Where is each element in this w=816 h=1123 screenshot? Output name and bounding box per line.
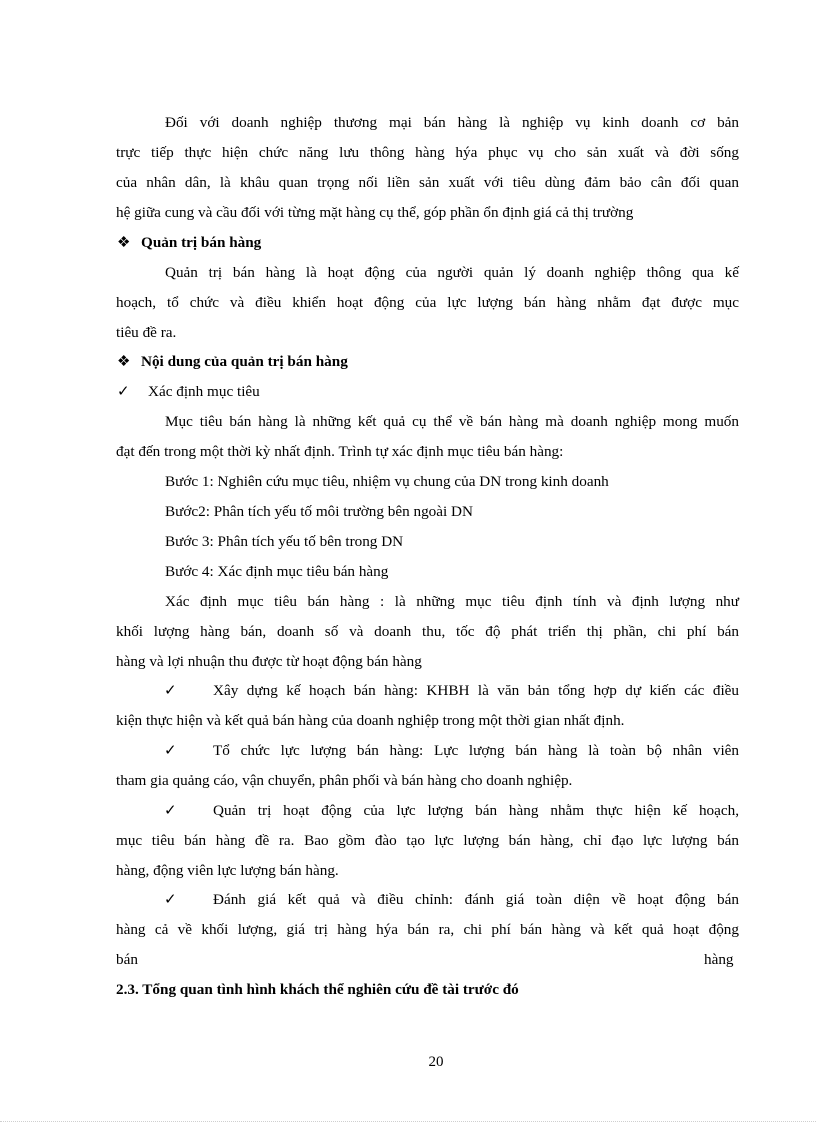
- heading-noi-dung: Nội dung của quản trị bán hàng: [141, 353, 348, 370]
- heading-quan-tri-ban-hang: Quản trị bán hàng: [141, 234, 262, 251]
- diamond-bullet-icon: ❖: [117, 353, 131, 370]
- para1-line3: của nhân dân, là khâu quan trọng nối liền sản xuất với tiêu dùng đảm bảo cân đối quan: [116, 174, 739, 191]
- check-bullet-icon: ✓: [164, 891, 177, 908]
- para3-line2: đạt đến trong một thời kỳ nhất định. Trình tự xác định mục tiêu bán hàng:: [116, 443, 564, 460]
- para1-line1: Đối với doanh nghiệp thương mại bán hàng là nghiệp vụ kinh doanh cơ bản: [165, 114, 739, 131]
- step-1: Bước 1: Nghiên cứu mục tiêu, nhiệm vụ chung của DN trong kinh doanh: [165, 473, 609, 490]
- para3-line1: Mục tiêu bán hàng là những kết quả cụ thể về bán hàng mà doanh nghiệp mong muốn: [165, 413, 739, 430]
- item2-line2: tham gia quảng cáo, vận chuyển, phân phối và bán hàng cho doanh nghiệp.: [116, 772, 573, 789]
- para2-line3: tiêu đề ra.: [116, 324, 177, 341]
- item1-line1: Xây dựng kế hoạch bán hàng: KHBH là văn bản tổng hợp dự kiến các điều: [213, 682, 739, 699]
- item4-line1: Đánh giá kết quả và điều chỉnh: đánh giá toàn diện về hoạt động bán: [213, 891, 739, 908]
- item4-line2: hàng cả về khối lượng, giá trị hàng hýa bán ra, chi phí bán hàng và kết quả hoạt động: [116, 921, 739, 938]
- page-bottom-divider: [0, 1121, 816, 1122]
- check-bullet-icon: ✓: [164, 682, 177, 699]
- para1-line4: hệ giữa cung và cầu đối với từng mặt hàng cụ thể, góp phần ổn định giá cả thị trường: [116, 204, 634, 221]
- item2-line1: Tổ chức lực lượng bán hàng: Lực lượng bán hàng là toàn bộ nhân viên: [213, 742, 739, 759]
- para4-line1: Xác định mục tiêu bán hàng : là những mục tiêu định tính và định lượng như: [165, 593, 739, 610]
- para2-line2: hoạch, tổ chức và điều khiển hoạt động của lực lượng bán hàng nhằm đạt được mục: [116, 294, 739, 311]
- check-bullet-icon: ✓: [164, 742, 177, 759]
- item4-line3-start: bán: [116, 951, 138, 968]
- item3-line1: Quản trị hoạt động của lực lượng bán hàng nhằm thực hiện kế hoạch,: [213, 802, 739, 819]
- sub-xac-dinh-muc-tieu: Xác định mục tiêu: [148, 383, 260, 400]
- section-heading-2-3: 2.3. Tổng quan tình hình khách thể nghiên cứu đề tài trước đó: [116, 981, 519, 998]
- para1-line2: trực tiếp thực hiện chức năng lưu thông hàng hýa phục vụ cho sản xuất và đời sống: [116, 144, 739, 161]
- step-4: Bước 4: Xác định mục tiêu bán hàng: [165, 563, 389, 580]
- item4-line3-end: hàng: [704, 951, 734, 968]
- step-2: Bước2: Phân tích yếu tố môi trường bên ngoài DN: [165, 503, 473, 520]
- item3-line2: mục tiêu bán hàng đề ra. Bao gồm đào tạo lực lượng bán hàng, chỉ đạo lực lượng bán: [116, 832, 739, 849]
- step-3: Bước 3: Phân tích yếu tố bên trong DN: [165, 533, 404, 550]
- item3-line3: hàng, động viên lực lượng bán hàng.: [116, 862, 339, 879]
- para2-line1: Quản trị bán hàng là hoạt động của người quản lý doanh nghiệp thông qua kế: [165, 264, 739, 281]
- item1-line2: kiện thực hiện và kết quả bán hàng của doanh nghiệp trong một thời gian nhất định.: [116, 712, 625, 729]
- check-bullet-icon: ✓: [164, 802, 177, 819]
- para4-line3: hàng và lợi nhuận thu được từ hoạt động bán hàng: [116, 653, 422, 670]
- page-number: 20: [428, 1054, 444, 1070]
- para4-line2: khối lượng hàng bán, doanh số và doanh thu, tốc độ phát triển thị phần, chi phí bán: [116, 623, 739, 640]
- diamond-bullet-icon: ❖: [117, 234, 131, 251]
- check-bullet-icon: ✓: [117, 383, 130, 400]
